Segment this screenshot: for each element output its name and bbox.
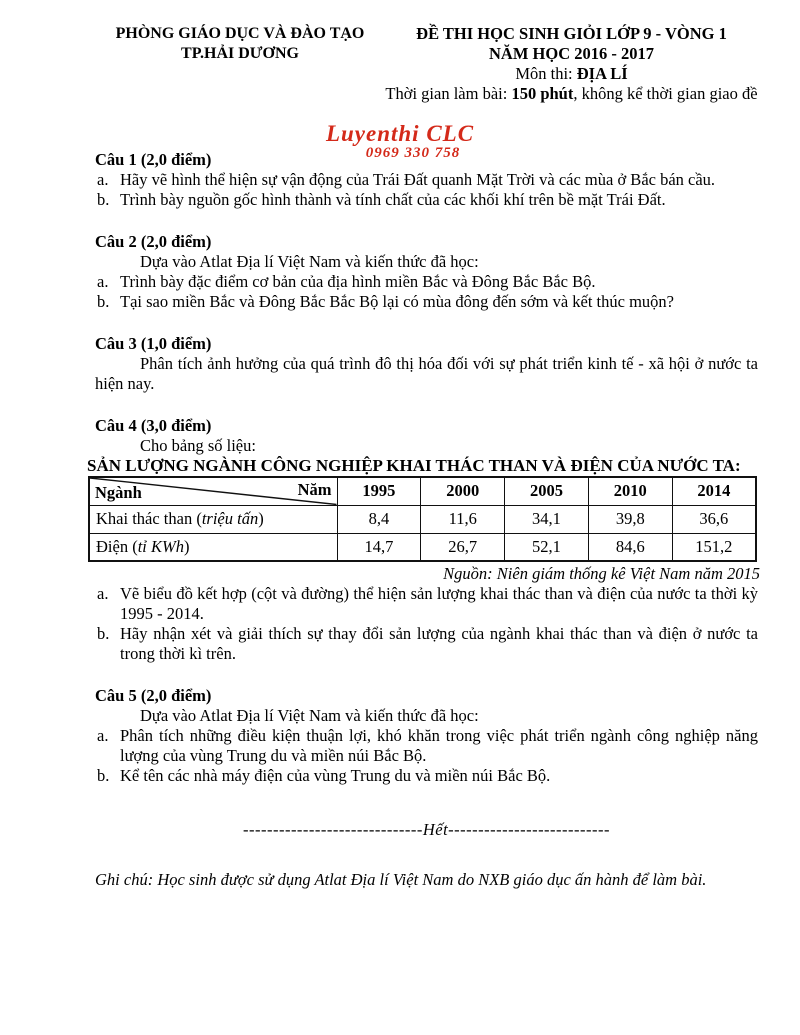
row-label-suffix: ): [184, 536, 190, 556]
row-label-unit: tỉ KWh: [137, 536, 184, 556]
question-2-item-b: [95, 292, 758, 312]
time-prefix: Thời gian làm bài:: [385, 84, 512, 103]
time-suffix: , không kể thời gian giao đề: [573, 84, 758, 103]
data-cell: 84,6: [588, 533, 672, 561]
question-5-item-a: [95, 726, 758, 766]
item-text: Hãy nhận xét và giải thích sự thay đổi sản lượng của ngành khai thác than và điện ở nước ta trong thời kì trên.: [120, 624, 758, 663]
authority-line1: PHÒNG GIÁO DỤC VÀ ĐÀO TẠO: [115, 25, 365, 42]
watermark-phone-number: 0969 330 758: [365, 145, 461, 162]
time-line: [385, 84, 758, 104]
item-marker: a.: [97, 726, 109, 745]
year-header: 2010: [588, 477, 672, 505]
data-cell: 14,7: [337, 533, 421, 561]
table-header-row: [89, 477, 756, 505]
footer-note: Ghi chú: Học sinh được sử dụng Atlat Địa lí Việt Nam do NXB giáo dục ấn hành để làm bài.: [95, 870, 707, 889]
question-4-item-a: [95, 584, 758, 624]
question-1-item-a: [95, 170, 758, 190]
table-row-coal: [89, 505, 756, 533]
exam-title-block: [385, 24, 758, 104]
question-4-heading: Câu 4 (3,0 điểm): [95, 416, 212, 435]
question-5-item-b: [95, 766, 758, 786]
row-label-unit: triệu tấn: [201, 509, 259, 528]
question-1-heading: Câu 1 (2,0 điểm): [95, 150, 212, 169]
question-1-item-b: [95, 190, 758, 210]
item-marker: b.: [97, 190, 110, 209]
watermark-brand-text: Luyenthi CLC: [325, 121, 475, 146]
data-cell: 26,7: [421, 533, 505, 561]
year-header: 2014: [672, 477, 756, 505]
data-cell: 151,2: [672, 533, 756, 561]
year-header: 2005: [505, 477, 589, 505]
table-corner-cell: [89, 477, 337, 505]
end-divider: ------------------------------Hết---------------------------: [242, 820, 611, 839]
time-duration: 150 phút: [511, 84, 574, 103]
question-2-item-a: [95, 272, 758, 292]
issuing-authority: [95, 24, 385, 104]
item-marker: b.: [97, 766, 110, 785]
row-label-prefix: Khai thác than (: [96, 509, 202, 528]
data-cell: 34,1: [505, 505, 589, 533]
data-cell: 11,6: [421, 505, 505, 533]
table-row-electricity: [89, 533, 756, 561]
question-4-intro: Cho bảng số liệu:: [140, 436, 256, 455]
row-label: [89, 533, 337, 561]
corner-label-year: Năm: [297, 480, 332, 499]
data-cell: 39,8: [588, 505, 672, 533]
row-label-suffix: ): [258, 509, 264, 528]
item-marker: a.: [97, 584, 109, 603]
row-label-prefix: Điện (: [96, 536, 138, 556]
item-marker: b.: [97, 624, 110, 643]
item-text: Trình bày nguồn gốc hình thành và tính chất của các khối khí trên bề mặt Trái Đất.: [120, 190, 666, 209]
data-cell: 36,6: [672, 505, 756, 533]
item-text: Trình bày đặc điểm cơ bản của địa hình miền Bắc và Đông Bắc Bắc Bộ.: [120, 272, 596, 291]
question-2-heading: Câu 2 (2,0 điểm): [95, 232, 212, 251]
authority-line2: TP.HẢI DƯƠNG: [181, 45, 299, 62]
item-text: Hãy vẽ hình thể hiện sự vận động của Trái Đất quanh Mặt Trời và các mùa ở Bắc bán cầu.: [120, 170, 716, 189]
item-text: Kể tên các nhà máy điện của vùng Trung du và miền núi Bắc Bộ.: [120, 766, 551, 785]
item-text: Vẽ biểu đồ kết hợp (cột và đường) thể hiện sản lượng khai thác than và điện của nước ta thời kỳ 1995 - 2014.: [120, 584, 758, 623]
item-marker: b.: [97, 292, 110, 311]
year-header: 2000: [421, 477, 505, 505]
item-text: Phân tích những điều kiện thuận lợi, khó khăn trong việc phát triển ngành công nghiệp năng lượng của vùng Trung du và miền núi Bắc Bộ.: [120, 726, 758, 765]
subject-line: [385, 64, 758, 84]
item-marker: a.: [97, 170, 109, 189]
table-source-note: Nguồn: Niên giám thống kê Việt Nam năm 2015: [443, 564, 760, 583]
corner-label-sector: Ngành: [95, 482, 142, 502]
question-3-text: Phân tích ảnh hưởng của quá trình đô thị hóa đối với sự phát triển kinh tế - xã hội ở nước ta hiện nay.: [95, 354, 758, 393]
exam-title: ĐỀ THI HỌC SINH GIỎI LỚP 9 - VÒNG 1: [416, 24, 727, 43]
question-5-intro: Dựa vào Atlat Địa lí Việt Nam và kiến thức đã học:: [140, 706, 479, 725]
data-cell: 52,1: [505, 533, 589, 561]
data-cell: 8,4: [337, 505, 421, 533]
item-text: Tại sao miền Bắc và Đông Bắc Bắc Bộ lại có mùa đông đến sớm và kết thúc muộn?: [120, 292, 674, 311]
question-5-heading: Câu 5 (2,0 điểm): [95, 686, 212, 705]
subject-value: ĐỊA LÍ: [576, 64, 628, 83]
item-marker: a.: [97, 272, 109, 291]
watermark-logo: [326, 122, 474, 162]
data-table-title: SẢN LƯỢNG NGÀNH CÔNG NGHIỆP KHAI THÁC THAN VÀ ĐIỆN CỦA NƯỚC TA:: [87, 456, 741, 475]
question-2-intro: Dựa vào Atlat Địa lí Việt Nam và kiến thức đã học:: [140, 252, 479, 271]
exam-header: [95, 24, 758, 104]
question-4-item-b: [95, 624, 758, 664]
school-year: NĂM HỌC 2016 - 2017: [489, 44, 654, 63]
year-header: 1995: [337, 477, 421, 505]
production-data-table: [88, 476, 757, 562]
row-label: [89, 505, 337, 533]
question-3-heading: Câu 3 (1,0 điểm): [95, 334, 212, 353]
subject-label: Môn thi:: [515, 64, 577, 83]
